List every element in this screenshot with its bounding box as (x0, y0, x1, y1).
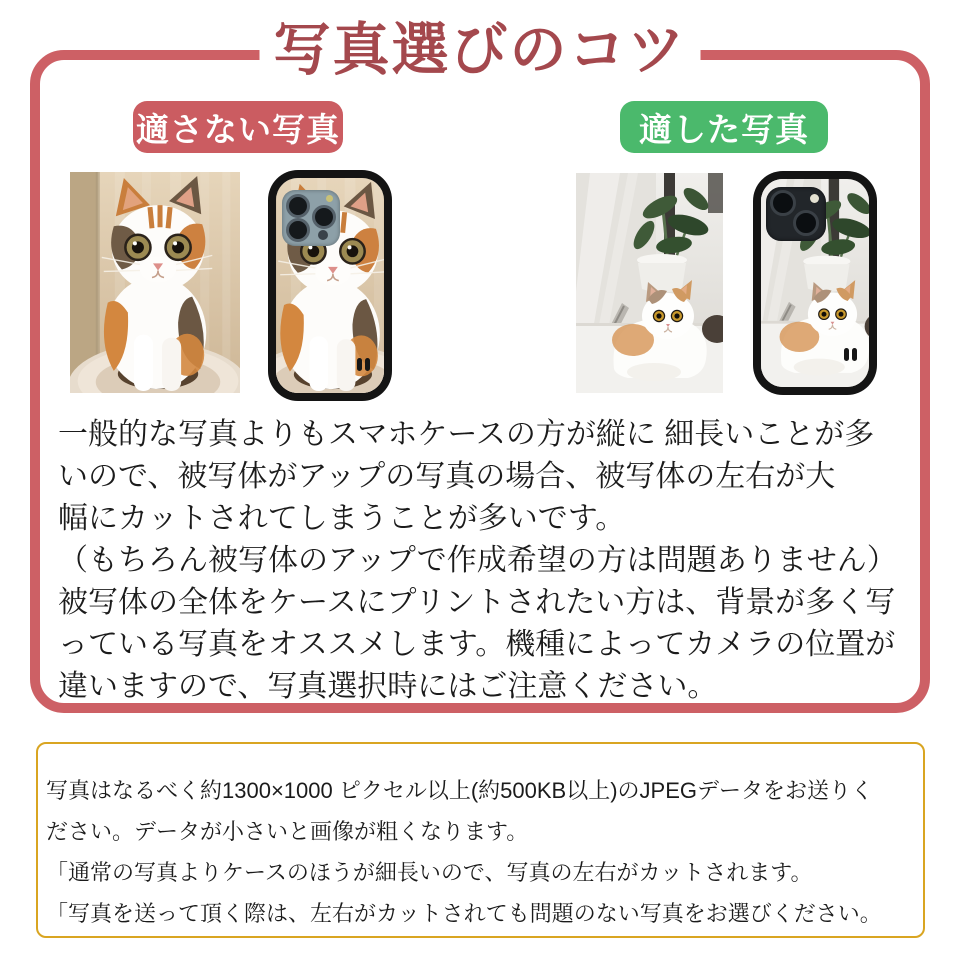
unsuitable-case-print (276, 178, 384, 393)
unsuitable-photo-figure (70, 172, 240, 393)
camera-lens-icon (793, 210, 819, 236)
camera-lens-icon (770, 190, 796, 216)
unsuitable-label-badge: 適さない写真 (133, 101, 343, 153)
camera-lens-icon (286, 194, 310, 218)
unsuitable-case-figure (268, 170, 392, 401)
note-line: 「写真を送って頂く際は、左右がカットされても問題のない写真をお選びください。 (46, 901, 882, 926)
camera-lens-icon (312, 205, 336, 229)
suitable-label-badge: 適した写真 (620, 101, 828, 153)
strap-hole-icon (844, 348, 857, 361)
description-line: 被写体の全体をケースにプリントされたい方は、背景が多く写 (58, 586, 896, 619)
white-cat-windowsill-image (576, 173, 723, 393)
description-text (58, 414, 903, 708)
description-line: 幅にカットされてしまうことが多いです。 (58, 502, 626, 535)
calico-cat-closeup-image (70, 172, 240, 393)
suitable-case-figure (753, 171, 877, 395)
page-title: 写真選びのコツ (260, 6, 701, 94)
description-line: っている写真をオススメします。機種によってカメラの位置が (58, 628, 896, 661)
note-line: ださい。データが小さいと画像が粗くなります。 (46, 819, 529, 844)
dual-camera-icon (766, 187, 826, 241)
flash-dot-icon (810, 194, 819, 203)
note-line: 写真はなるべく約1300×1000 ピクセル以上(約500KB以上)のJPEGデータをお送りく (46, 778, 874, 803)
strap-hole-icon (357, 358, 370, 371)
description-line: 違いますので、写真選択時にはご注意ください。 (58, 670, 718, 703)
description-line: （もちろん被写体のアップで作成希望の方は問題ありません） (58, 544, 897, 577)
note-line: 「通常の写真よりケースのほうが細長いので、写真の左右がカットされます。 (46, 860, 813, 885)
camera-lens-icon (286, 218, 310, 242)
sensor-dot-icon (326, 195, 333, 202)
description-line: 一般的な写真よりもスマホケースの方が縦に 細長いことが多 (58, 418, 875, 451)
lidar-dot-icon (318, 230, 328, 240)
triple-camera-icon (282, 190, 340, 246)
description-line: いので、被写体がアップの写真の場合、被写体の左右が大 (58, 460, 836, 493)
suitable-case-print (761, 179, 869, 387)
notes-panel (36, 742, 925, 938)
suitable-photo-figure (576, 173, 723, 393)
